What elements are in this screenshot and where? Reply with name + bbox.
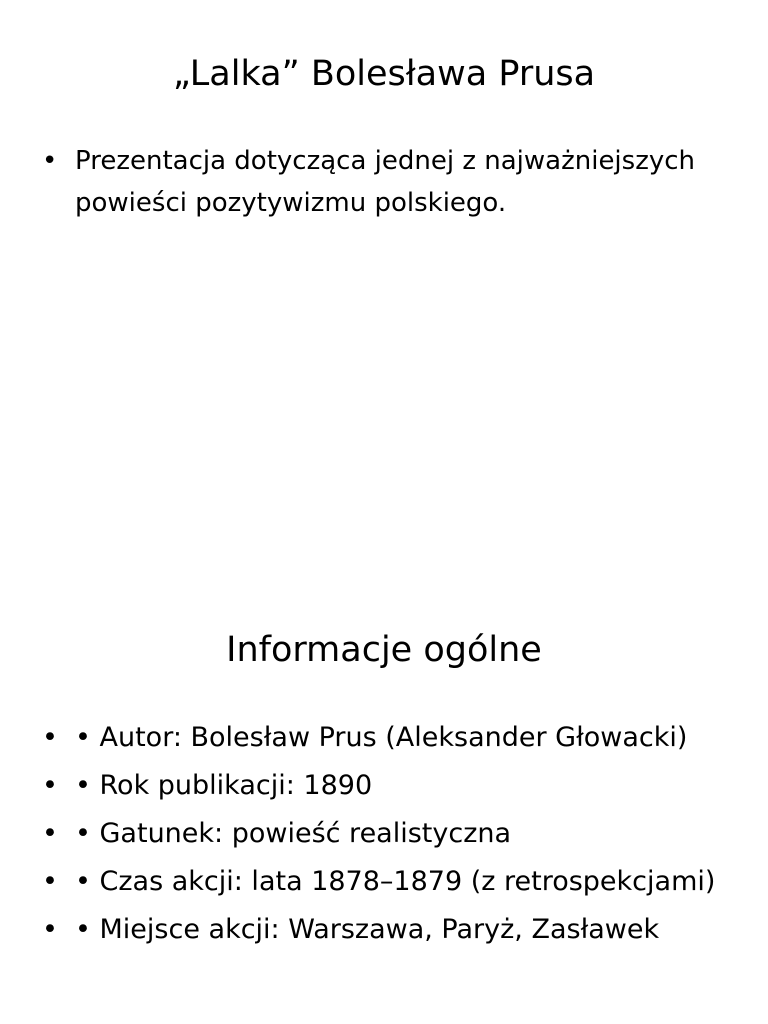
- bullet-icon: •: [42, 818, 58, 849]
- bullet-icon: •: [42, 866, 58, 897]
- bullet-icon: •: [42, 914, 58, 945]
- bullet-icon: •: [42, 722, 58, 753]
- bullet-text: • Gatunek: powieść realistyczna: [75, 818, 512, 849]
- bullet-icon: •: [42, 770, 58, 801]
- bullet-item: [0, 810, 740, 858]
- bullet-text: Prezentacja dotycząca jednej z najważniejszych powieści pozytywizmu polskiego.: [75, 146, 696, 218]
- bullet-text: • Miejsce akcji: Warszawa, Paryż, Zasławek: [75, 914, 660, 945]
- bullet-item: [0, 762, 740, 810]
- bullet-text: • Rok publikacji: 1890: [75, 770, 373, 801]
- bullet-text: • Czas akcji: lata 1878–1879 (z retrospekcjami): [75, 866, 716, 897]
- bullet-list: [0, 714, 740, 954]
- bullet-item: [0, 140, 700, 224]
- bullet-item: [0, 906, 740, 954]
- slide-2: [0, 512, 768, 1024]
- bullet-icon: •: [42, 146, 58, 176]
- bullet-item: [0, 858, 740, 906]
- slide-title: Informacje ogólne: [226, 630, 542, 670]
- bullet-list: [0, 140, 700, 224]
- slide-title: „Lalka” Bolesława Prusa: [172, 54, 596, 94]
- bullet-item: [0, 714, 740, 762]
- bullet-text: • Autor: Bolesław Prus (Aleksander Głowacki): [75, 722, 688, 753]
